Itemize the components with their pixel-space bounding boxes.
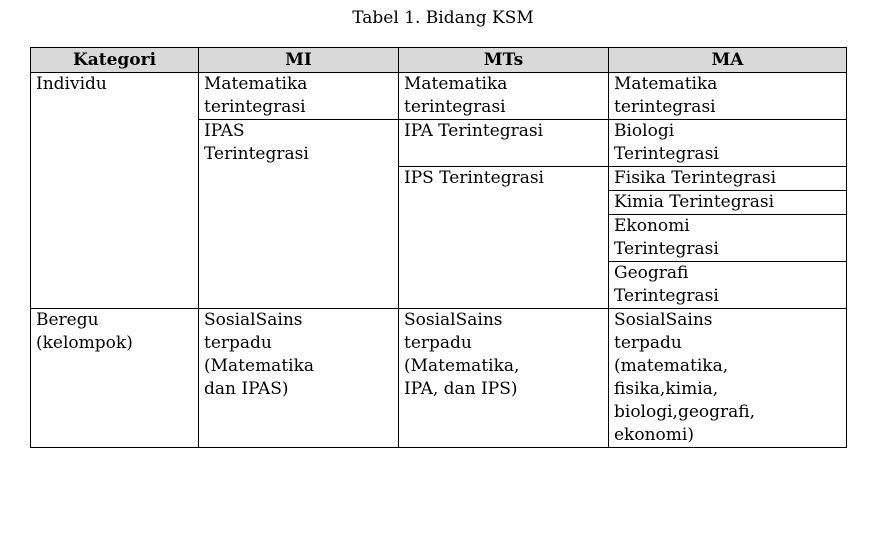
mts-ips: IPS Terintegrasi (399, 167, 609, 309)
ma-matematika: Matematika terintegrasi (609, 73, 847, 120)
table-caption: Tabel 1. Bidang KSM (352, 8, 534, 28)
kategori-beregu: Beregu (kelompok) (31, 309, 199, 448)
table-row (31, 309, 847, 448)
header-mi: MI (199, 48, 399, 73)
ma-geografi: Geografi Terintegrasi (609, 262, 847, 309)
header-ma: MA (609, 48, 847, 73)
ksm-table (30, 47, 847, 448)
ma-fisika: Fisika Terintegrasi (609, 167, 847, 191)
table-header-row (31, 48, 847, 73)
ma-ekonomi: Ekonomi Terintegrasi (609, 215, 847, 262)
mts-matematika: Matematika terintegrasi (399, 73, 609, 120)
mi-ipas: IPAS Terintegrasi (199, 120, 399, 309)
mi-beregu: SosialSains terpadu (Matematika dan IPAS) (199, 309, 399, 448)
header-mts: MTs (399, 48, 609, 73)
ma-biologi: Biologi Terintegrasi (609, 120, 847, 167)
ma-kimia: Kimia Terintegrasi (609, 191, 847, 215)
mts-beregu: SosialSains terpadu (Matematika, IPA, dan IPS) (399, 309, 609, 448)
mts-ipa: IPA Terintegrasi (399, 120, 609, 167)
header-kategori: Kategori (31, 48, 199, 73)
kategori-individu: Individu (31, 73, 199, 309)
mts-beregu-line: SosialSains (404, 310, 503, 330)
mi-matematika: Matematika terintegrasi (199, 73, 399, 120)
mi-beregu-line: SosialSains (204, 310, 303, 330)
ma-beregu-line: SosialSains (614, 310, 713, 330)
table-row (31, 73, 847, 120)
ma-beregu: SosialSains terpadu (matematika, fisika,kimia, biologi,geografi, ekonomi) (609, 309, 847, 448)
